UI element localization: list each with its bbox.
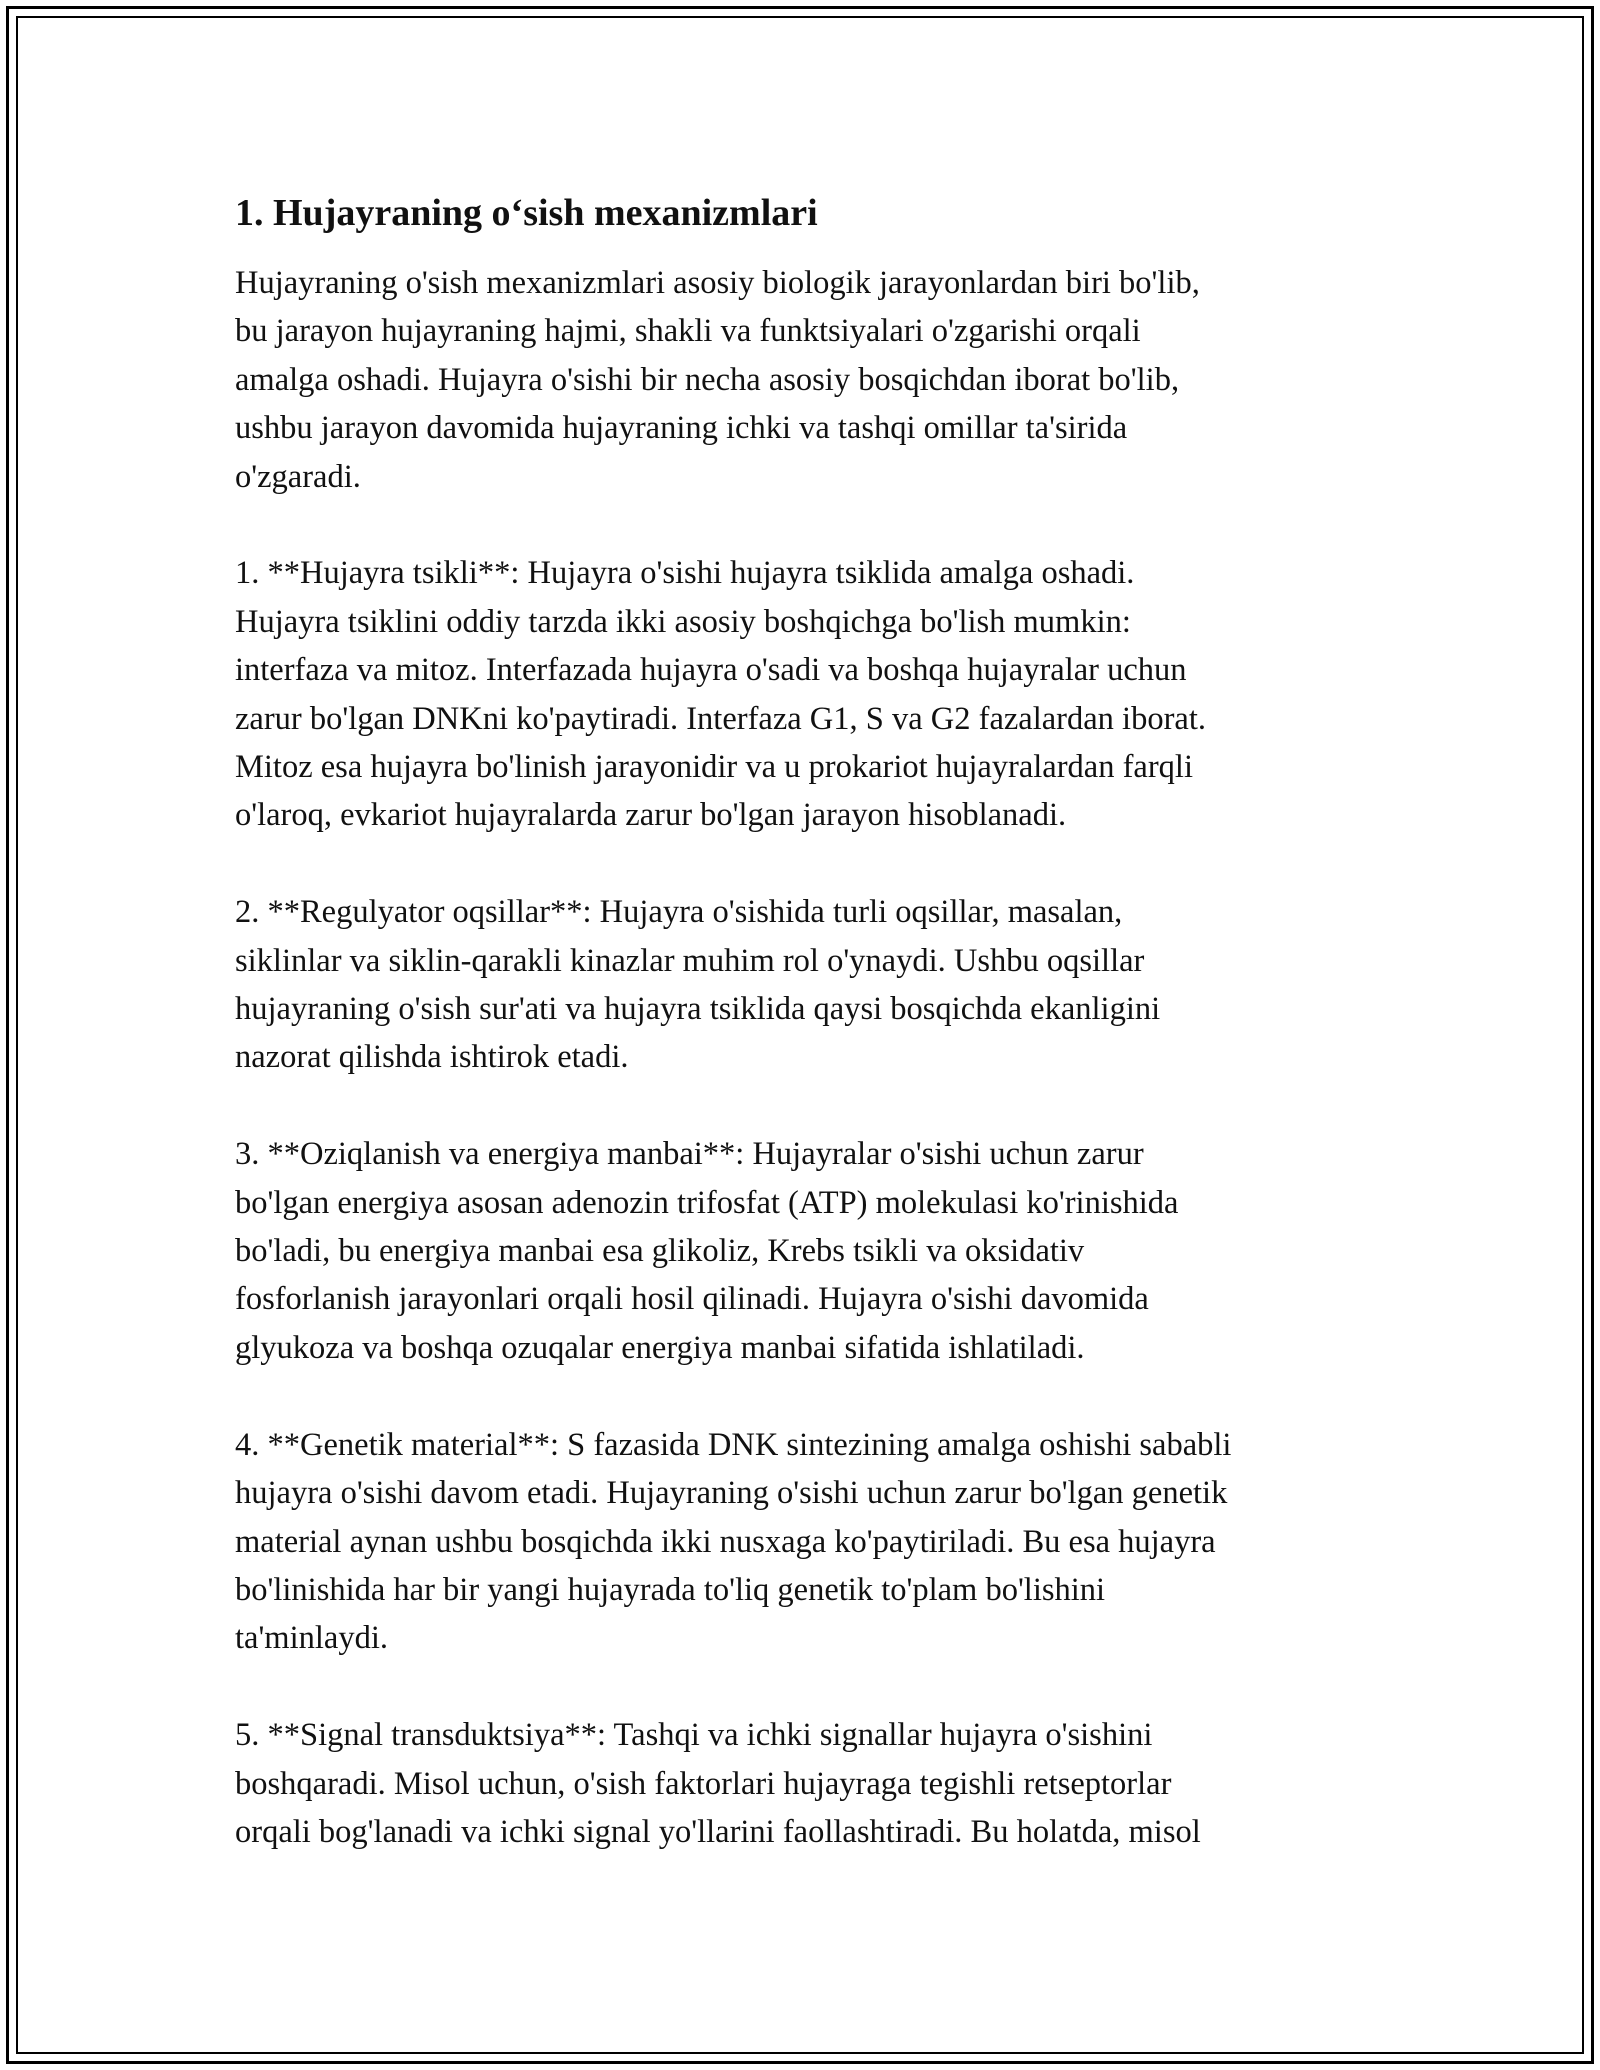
paragraph-line: siklinlar va siklin-qarakli kinazlar muhim rol o'ynaydi. Ushbu oqsillar <box>235 942 1145 979</box>
paragraph-line: amalga oshadi. Hujayra o'sishi bir necha asosiy bosqichdan iborat bo'lib, <box>235 361 1180 398</box>
paragraph-line: 2. **Regulyator oqsillar**: Hujayra o'sishida turli oqsillar, masalan, <box>235 894 1123 931</box>
paragraph-line: ushbu jarayon davomida hujayraning ichki va tashqi omillar ta'sirida <box>235 410 1128 447</box>
paragraph-line: Hujayraning o'sish mexanizmlari asosiy biologik jarayonlardan biri bo'lib, <box>235 265 1200 301</box>
paragraph-line: Mitoz esa hujayra bo'linish jarayonidir va u prokariot hujayralardan farqli <box>235 749 1193 786</box>
paragraph-line: nazorat qilishda ishtirok etadi. <box>235 1039 629 1076</box>
paragraph-line: hujayra o'sishi davom etadi. Hujayraning o'sishi uchun zarur bo'lgan genetik <box>235 1475 1228 1512</box>
list-item-genetik-material <box>235 1421 1370 1663</box>
paragraph-line: fosforlanish jarayonlari orqali hosil qilinadi. Hujayra o'sishi davomida <box>235 1281 1149 1318</box>
list-item-regulyator-oqsillar <box>235 888 1370 1082</box>
paragraph-line: 3. **Oziqlanish va energiya manbai**: Hujayralar o'sishi uchun zarur <box>235 1136 1144 1173</box>
list-item-oziqlanish <box>235 1130 1370 1372</box>
list-item-hujayra-tsikli <box>235 549 1370 839</box>
paragraph-line: bo'lgan energiya asosan adenozin trifosfat (ATP) molekulasi ko'rinishida <box>235 1184 1179 1221</box>
paragraph-line: o'laroq, evkariot hujayralarda zarur bo'lgan jarayon hisoblanadi. <box>235 797 1067 834</box>
list-item-signal-transduktsiya <box>235 1711 1370 1856</box>
intro-paragraph <box>235 259 1370 501</box>
paragraph-line: zarur bo'lgan DNKni ko'paytiradi. Interfaza G1, S va G2 fazalardan iborat. <box>235 700 1206 737</box>
paragraph-line: 5. **Signal transduktsiya**: Tashqi va ichki signallar hujayra o'sishini <box>235 1717 1153 1754</box>
paragraph-line: glyukoza va boshqa ozuqalar energiya manbai sifatida ishlatiladi. <box>235 1329 1085 1366</box>
paragraph-line: orqali bog'lanadi va ichki signal yo'llarini faollashtiradi. Bu holatda, misol <box>235 1813 1201 1850</box>
document-body <box>235 185 1370 1905</box>
section-heading: 1. Hujayraning o‘sish mexanizmlari <box>235 192 818 234</box>
paragraph-line: bo'ladi, bu energiya manbai esa glikoliz, Krebs tsikli va oksidativ <box>235 1233 1085 1270</box>
paragraph-line: boshqaradi. Misol uchun, o'sish faktorlari hujayraga tegishli retseptorlar <box>235 1765 1172 1802</box>
paragraph-line: o'zgaradi. <box>235 458 361 495</box>
paragraph-line: 1. **Hujayra tsikli**: Hujayra o'sishi hujayra tsiklida amalga oshadi. <box>235 555 1135 592</box>
paragraph-line: bo'linishida har bir yangi hujayrada to'liq genetik to'plam bo'lishini <box>235 1571 1106 1608</box>
paragraph-line: material aynan ushbu bosqichda ikki nusxaga ko'paytiriladi. Bu esa hujayra <box>235 1523 1216 1560</box>
paragraph-line: Hujayra tsiklini oddiy tarzda ikki asosiy boshqichga bo'lish mumkin: <box>235 603 1131 640</box>
paragraph-line: ta'minlaydi. <box>235 1620 388 1657</box>
paragraph-line: interfaza va mitoz. Interfazada hujayra o'sadi va boshqa hujayralar uchun <box>235 652 1187 689</box>
paragraph-line: hujayraning o'sish sur'ati va hujayra tsiklida qaysi bosqichda ekanligini <box>235 991 1161 1028</box>
paragraph-line: bu jarayon hujayraning hajmi, shakli va funktsiyalari o'zgarishi orqali <box>235 313 1141 350</box>
paragraph-line: 4. **Genetik material**: S fazasida DNK sintezining amalga oshishi sababli <box>235 1426 1232 1463</box>
